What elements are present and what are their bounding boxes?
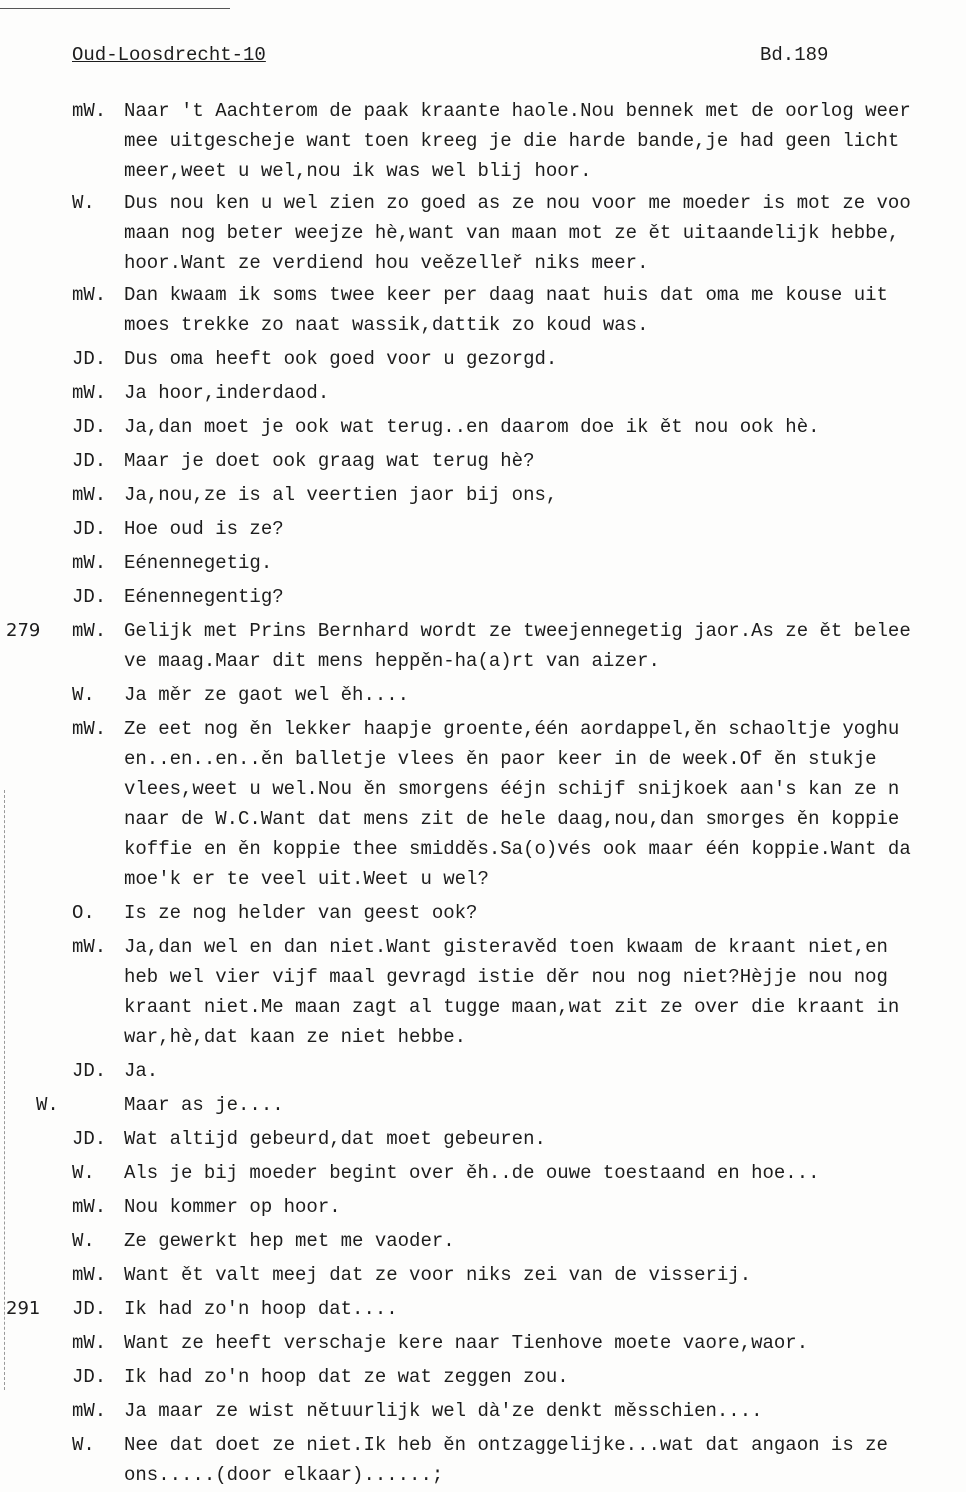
- speaker-label: JD.: [72, 1128, 107, 1150]
- dialogue-line: ons.....(door elkaar)......;: [124, 1464, 444, 1486]
- dialogue-line: Wat altijd gebeurd,dat moet gebeuren. JD.: [0, 1124, 966, 1154]
- top-rule: [0, 8, 230, 9]
- speaker-label: mW.: [72, 100, 107, 122]
- transcript-entry: [0, 412, 966, 442]
- dialogue-line: Ja měr ze gaot wel ěh.... W.: [0, 680, 966, 710]
- dialogue-line: kraant niet.Me maan zagt al tugge maan,wat zit ze over die kraant in: [124, 996, 900, 1018]
- transcript-entry: [0, 378, 966, 408]
- dialogue-line: Dus oma heeft ook goed voor u gezorgd. JD.: [0, 344, 966, 374]
- speaker-label: W.: [72, 684, 95, 706]
- transcript-entry: [0, 1294, 966, 1324]
- transcript-entry: [0, 1056, 966, 1086]
- dialogue-line: war,hè,dat kaan ze niet hebbe.: [124, 1026, 467, 1048]
- speaker-label: JD.: [72, 1060, 107, 1082]
- speaker-label: W.: [72, 1434, 95, 1456]
- transcript-entry: [0, 548, 966, 578]
- speaker-label: JD.: [72, 348, 107, 370]
- dialogue-line: Ja,dan moet je ook wat terug..en daarom doe ik ět nou ook hè. JD.: [0, 412, 966, 442]
- transcript-entry: [0, 1158, 966, 1188]
- speaker-label: JD.: [72, 416, 107, 438]
- speaker-label: mW.: [72, 718, 107, 740]
- transcript-entry: [0, 1192, 966, 1222]
- tape-counter: 279: [6, 620, 41, 641]
- transcript: [0, 96, 966, 1492]
- dialogue-line: maan nog beter weejze hè,want van maan mot ze ět uitaandelijk hebbe,: [124, 222, 900, 244]
- speaker-label: mW.: [72, 1332, 107, 1354]
- dialogue-line: Nou kommer op hoor. mW.: [0, 1192, 966, 1222]
- tape-counter: 291: [6, 1298, 41, 1319]
- speaker-label: mW.: [72, 484, 107, 506]
- dialogue-line: meer,weet u wel,nou ik was wel blij hoor.: [124, 160, 592, 182]
- dialogue-line: Maar as je.... W.: [0, 1090, 966, 1120]
- dialogue-line: Hoe oud is ze? JD.: [0, 514, 966, 544]
- transcript-entry: [0, 1430, 966, 1490]
- dialogue-line: Maar je doet ook graag wat terug hè? JD.: [0, 446, 966, 476]
- dialogue-line: koffie en ěn koppie thee smidděs.Sa(o)vés ook maar één koppie.Want da: [124, 838, 911, 860]
- speaker-label: W.: [72, 192, 95, 214]
- dialogue-line: Gelijk met Prins Bernhard wordt ze tweejennegetig jaor.As ze ět belee mW. 279: [0, 616, 966, 646]
- dialogue-line: heb wel vier vijf maal gevragd istie děr nou nog niet?Hèjje nou nog: [124, 966, 888, 988]
- transcript-entry: [0, 188, 966, 278]
- dialogue-line: Want ze heeft verschaje kere naar Tienhove moete vaore,waor. mW.: [0, 1328, 966, 1358]
- dialogue-line: Dan kwaam ik soms twee keer per daag naat huis dat oma me kouse uit mW.: [0, 280, 966, 310]
- dialogue-line: Ja,nou,ze is al veertien jaor bij ons, mW.: [0, 480, 966, 510]
- transcript-entry: [0, 714, 966, 894]
- dialogue-line: Eénennegetig. mW.: [0, 548, 966, 578]
- dialogue-line: Is ze nog helder van geest ook? O.: [0, 898, 966, 928]
- speaker-label: mW.: [72, 382, 107, 404]
- transcript-entry: [0, 582, 966, 612]
- speaker-label: JD.: [72, 1366, 107, 1388]
- transcript-entry: [0, 446, 966, 476]
- dialogue-line: Ja,dan wel en dan niet.Want gisteravěd toen kwaam de kraant niet,en mW.: [0, 932, 966, 962]
- transcript-entry: [0, 1396, 966, 1426]
- transcript-entry: [0, 480, 966, 510]
- dialogue-line: ve maag.Maar dit mens heppěn-ha(a)rt van aizer.: [124, 650, 660, 672]
- transcript-entry: [0, 616, 966, 676]
- speaker-label: O.: [72, 902, 95, 924]
- speaker-label: W.: [72, 1230, 95, 1252]
- transcript-entry: [0, 1124, 966, 1154]
- page-number: Bd.189: [760, 44, 829, 66]
- dialogue-line: Naar 't Aachterom de paak kraante haole.Nou bennek met de oorlog weer mW.: [0, 96, 966, 126]
- transcript-entry: [0, 1226, 966, 1256]
- dialogue-line: moe'k er te veel uit.Weet u wel?: [124, 868, 489, 890]
- transcript-entry: [0, 514, 966, 544]
- dialogue-line: vlees,weet u wel.Nou ěn smorgens ééjn schijf snijkoek aan's kan ze n: [124, 778, 900, 800]
- speaker-label: W.: [72, 1162, 95, 1184]
- dialogue-line: Nee dat doet ze niet.Ik heb ěn ontzaggelijke...wat dat angaon is ze W.: [0, 1430, 966, 1460]
- dialogue-line: Want ět valt meej dat ze voor niks zei van de visserij. mW.: [0, 1260, 966, 1290]
- speaker-label: JD.: [72, 450, 107, 472]
- dialogue-line: naar de W.C.Want dat mens zit de hele daag,nou,dan smorges ěn koppie: [124, 808, 900, 830]
- dialogue-line: moes trekke zo naat wassik,dattik zo koud was.: [124, 314, 649, 336]
- transcript-entry: [0, 96, 966, 186]
- dialogue-line: Ze eet nog ěn lekker haapje groente,één aordappel,ěn schaoltje yoghu mW.: [0, 714, 966, 744]
- transcript-entry: [0, 898, 966, 928]
- speaker-label: JD.: [72, 586, 107, 608]
- dialogue-line: hoor.Want ze verdiend hou veězelleř niks meer.: [124, 252, 649, 274]
- speaker-label: mW.: [72, 1196, 107, 1218]
- dialogue-line: Als je bij moeder begint over ěh..de ouwe toestaand en hoe... W.: [0, 1158, 966, 1188]
- dialogue-line: Ja hoor,inderdaod. mW.: [0, 378, 966, 408]
- dialogue-line: Ja. JD.: [0, 1056, 966, 1086]
- speaker-label: JD.: [72, 1298, 107, 1320]
- speaker-label: mW.: [72, 1400, 107, 1422]
- dialogue-line: Ik had zo'n hoop dat ze wat zeggen zou. JD.: [0, 1362, 966, 1392]
- dialogue-line: en..en..en..ěn balletje vlees ěn paor keer in de week.Of ěn stukje: [124, 748, 877, 770]
- transcript-entry: [0, 344, 966, 374]
- speaker-label: W.: [36, 1094, 59, 1116]
- dialogue-line: Dus nou ken u wel zien zo goed as ze nou voor me moeder is mot ze voo W.: [0, 188, 966, 218]
- speaker-label: mW.: [72, 552, 107, 574]
- transcript-entry: [0, 1090, 966, 1120]
- dialogue-line: mee uitgescheje want toen kreeg je die harde bande,je had geen licht: [124, 130, 900, 152]
- document-id: Oud-Loosdrecht-10: [72, 44, 266, 66]
- transcript-entry: [0, 1328, 966, 1358]
- transcript-entry: [0, 1260, 966, 1290]
- transcript-entry: [0, 280, 966, 340]
- dialogue-line: Ja maar ze wist nětuurlijk wel dà'ze denkt měsschien.... mW.: [0, 1396, 966, 1426]
- transcript-entry: [0, 680, 966, 710]
- speaker-label: mW.: [72, 284, 107, 306]
- speaker-label: mW.: [72, 936, 107, 958]
- dialogue-line: Eénennegentig? JD.: [0, 582, 966, 612]
- speaker-label: mW.: [72, 1264, 107, 1286]
- transcript-entry: [0, 932, 966, 1052]
- speaker-label: JD.: [72, 518, 107, 540]
- dialogue-line: Ik had zo'n hoop dat.... JD. 291: [0, 1294, 966, 1324]
- speaker-label: mW.: [72, 620, 107, 642]
- dialogue-line: Ze gewerkt hep met me vaoder. W.: [0, 1226, 966, 1256]
